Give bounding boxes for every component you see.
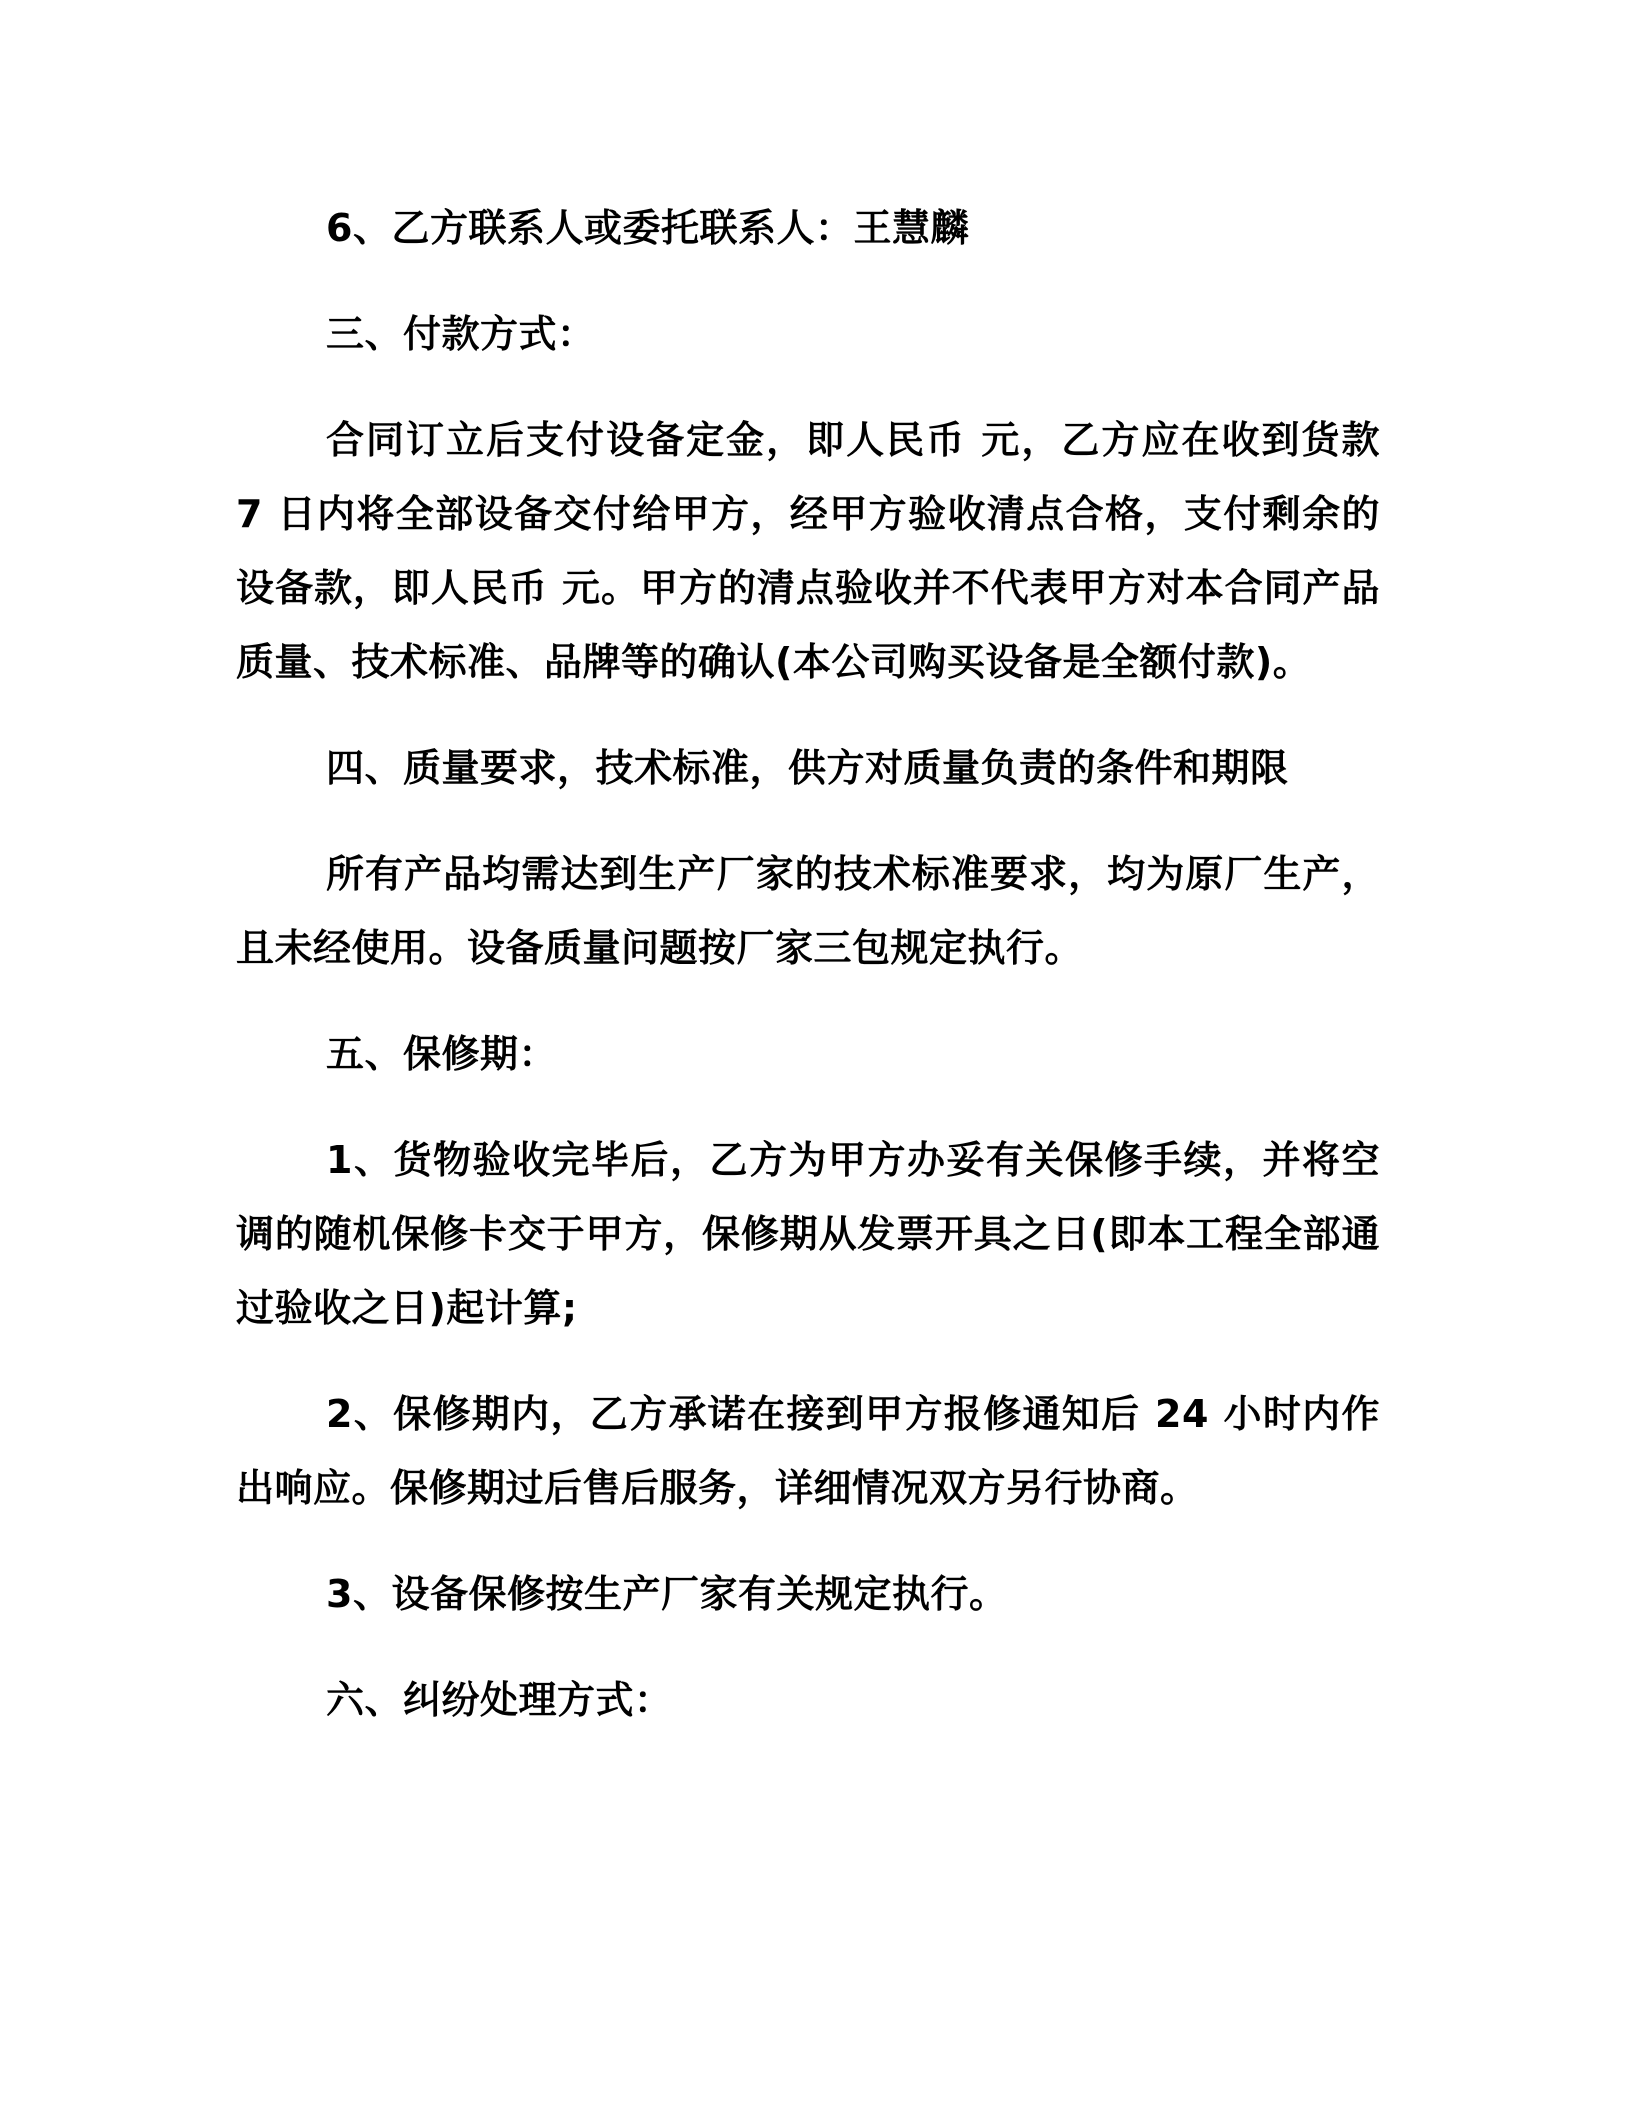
paragraph-quality-terms: 所有产品均需达到生产厂家的技术标准要求，均为原厂生产，且未经使用。设备质量问题按厂家三包规定执行。 (236, 852, 1380, 970)
heading-section-5-warranty: 五、保修期： (326, 1032, 558, 1076)
line-party-b-contact: 6、乙方联系人或委托联系人：王慧麟 (326, 206, 969, 250)
heading-section-6-dispute: 六、纠纷处理方式： (326, 1678, 673, 1722)
paragraph-payment-terms: 合同订立后支付设备定金，即人民币 元，乙方应在收到货款 7 日内将全部设备交付给甲方，经甲方验收清点合格，支付剩余的设备款，即人民币 元。甲方的清点验收并不代表甲方对本合同产品质量、技术标准、品牌等的确认(本公司购买设备是全额付款)。 (236, 418, 1380, 684)
heading-section-3-payment: 三、付款方式： (326, 312, 596, 356)
paragraph-warranty-item-3: 3、设备保修按生产厂家有关规定执行。 (326, 1572, 1008, 1616)
heading-section-4-quality: 四、质量要求，技术标准，供方对质量负责的条件和期限 (326, 746, 1289, 790)
paragraph-warranty-item-2: 2、保修期内，乙方承诺在接到甲方报修通知后 24 小时内作出响应。保修期过后售后服务，详细情况双方另行协商。 (236, 1392, 1380, 1510)
paragraph-warranty-item-1: 1、货物验收完毕后，乙方为甲方办妥有关保修手续，并将空调的随机保修卡交于甲方，保修期从发票开具之日(即本工程全部通过验收之日)起计算; (236, 1138, 1380, 1330)
